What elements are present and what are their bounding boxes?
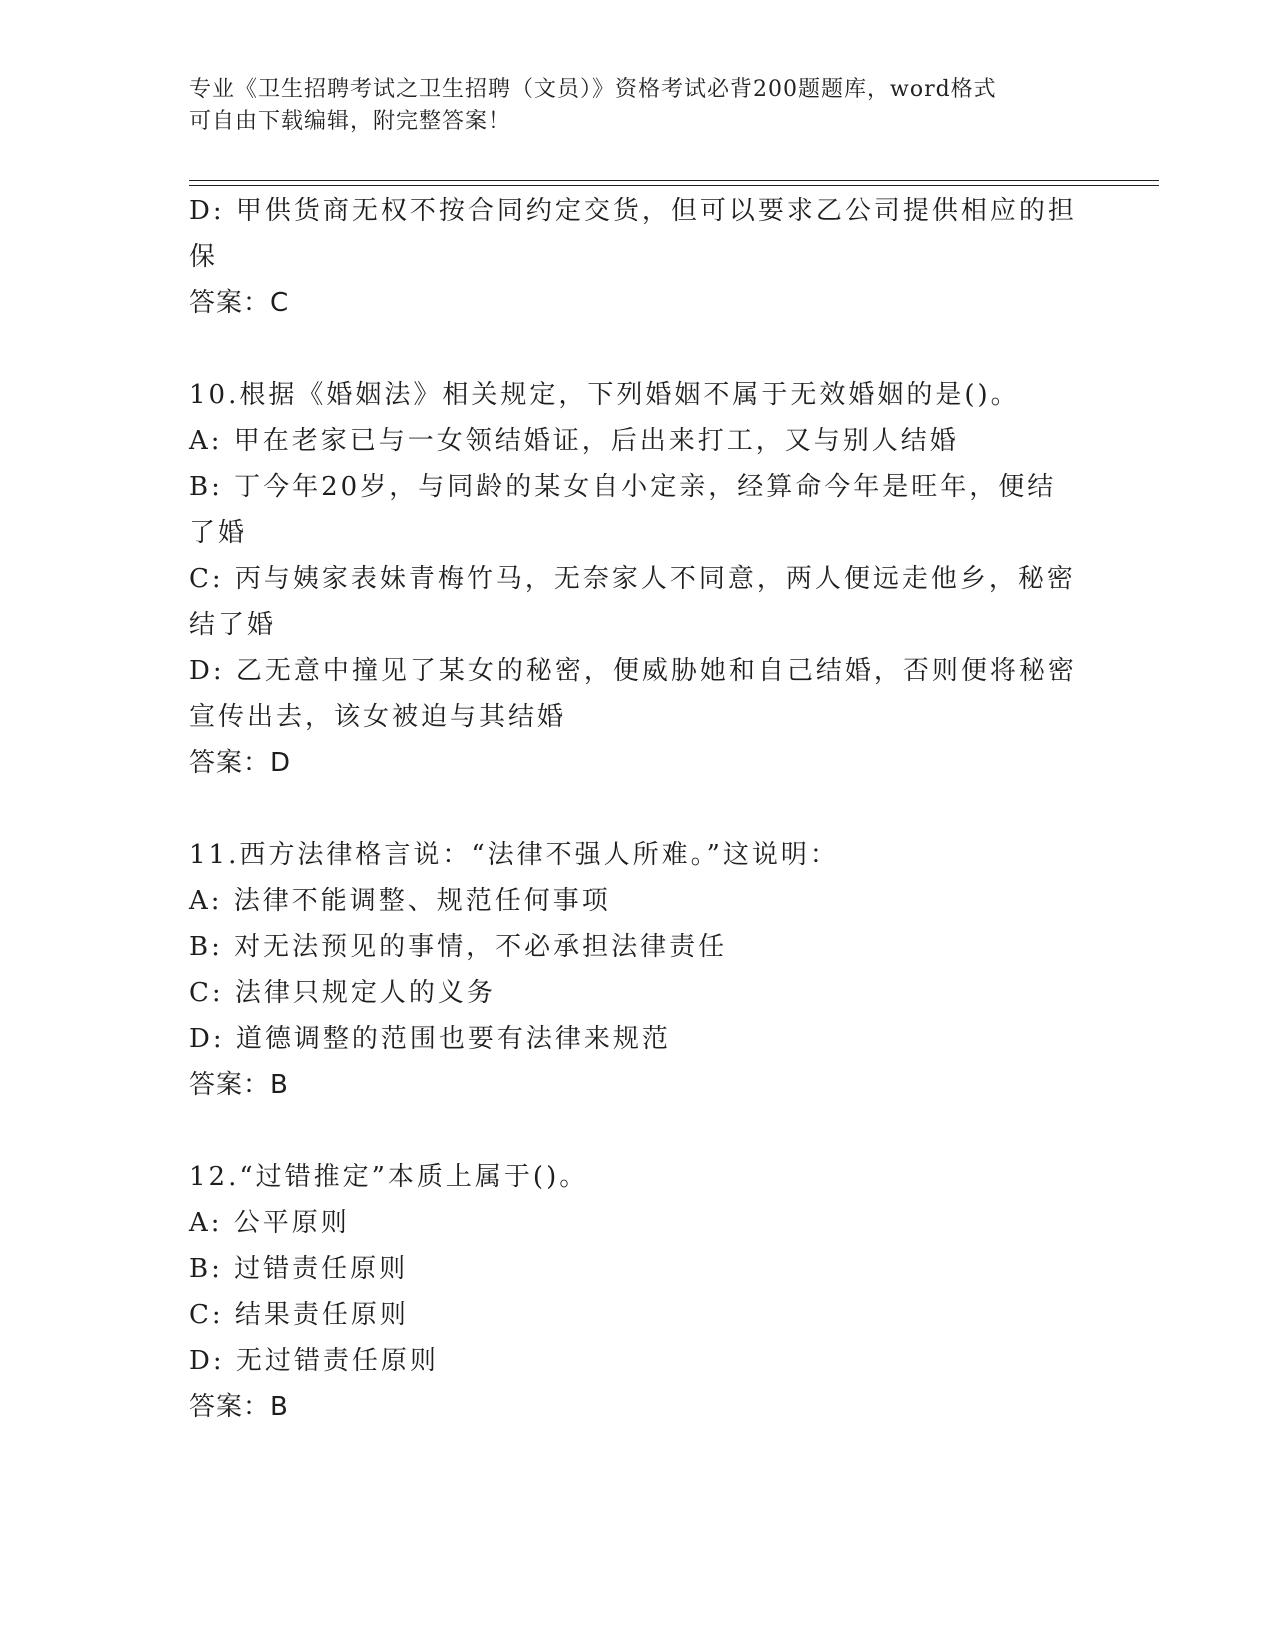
option-c: C: 结果责任原则 bbox=[189, 1300, 409, 1330]
spacer bbox=[189, 326, 1089, 372]
header-divider-bottom bbox=[189, 185, 1159, 186]
spacer bbox=[189, 786, 1089, 832]
header-divider-top bbox=[189, 180, 1159, 181]
spacer bbox=[189, 1108, 1089, 1154]
option-a: A: 法律不能调整、规范任何事项 bbox=[189, 886, 611, 916]
document-header bbox=[189, 74, 1089, 138]
option-c: C: 法律只规定人的义务 bbox=[189, 978, 496, 1008]
answer-label: 答案：B bbox=[189, 1070, 289, 1100]
option-d: D: 道德调整的范围也要有法律来规范 bbox=[189, 1024, 671, 1054]
option-d-continued: 宣传出去，该女被迫与其结婚 bbox=[189, 702, 567, 732]
option-c: C: 丙与姨家表妹青梅竹马，无奈家人不同意，两人便远走他乡，秘密 bbox=[189, 564, 1076, 594]
option-c-continued: 结了婚 bbox=[189, 610, 277, 640]
option-d-continued: 保 bbox=[189, 242, 219, 272]
option-b: B: 丁今年20岁，与同龄的某女自小定亲，经算命今年是旺年，便结 bbox=[189, 472, 1057, 502]
question-stem: 11.西方法律格言说：“法律不强人所难。”这说明： bbox=[189, 840, 839, 870]
option-a: A: 甲在老家已与一女领结婚证，后出来打工，又与别人结婚 bbox=[189, 426, 959, 456]
option-b-continued: 了婚 bbox=[189, 518, 248, 548]
question-12 bbox=[189, 1154, 1089, 1430]
option-d: D: 甲供货商无权不按合同约定交货，但可以要求乙公司提供相应的担 bbox=[189, 196, 1077, 226]
option-d: D: 乙无意中撞见了某女的秘密，便威胁她和自己结婚，否则便将秘密 bbox=[189, 656, 1077, 686]
question-11 bbox=[189, 832, 1089, 1108]
header-title-line2: 可自由下载编辑，附完整答案！ bbox=[189, 109, 512, 134]
option-b: B: 过错责任原则 bbox=[189, 1254, 409, 1284]
answer-label: 答案：C bbox=[189, 288, 290, 318]
answer-label: 答案：D bbox=[189, 748, 292, 778]
option-b: B: 对无法预见的事情，不必承担法律责任 bbox=[189, 932, 728, 962]
question-10 bbox=[189, 372, 1089, 786]
answer-label: 答案：B bbox=[189, 1392, 289, 1422]
question-stem: 12.“过错推定”本质上属于()。 bbox=[189, 1162, 589, 1192]
header-title-line1: 专业《卫生招聘考试之卫生招聘（文员）》资格考试必背200题题库，word格式 bbox=[189, 77, 997, 102]
question-content bbox=[189, 188, 1089, 1430]
question-9-tail bbox=[189, 188, 1089, 326]
option-a: A: 公平原则 bbox=[189, 1208, 350, 1238]
question-stem: 10.根据《婚姻法》相关规定，下列婚姻不属于无效婚姻的是()。 bbox=[189, 380, 1020, 410]
option-d: D: 无过错责任原则 bbox=[189, 1346, 439, 1376]
